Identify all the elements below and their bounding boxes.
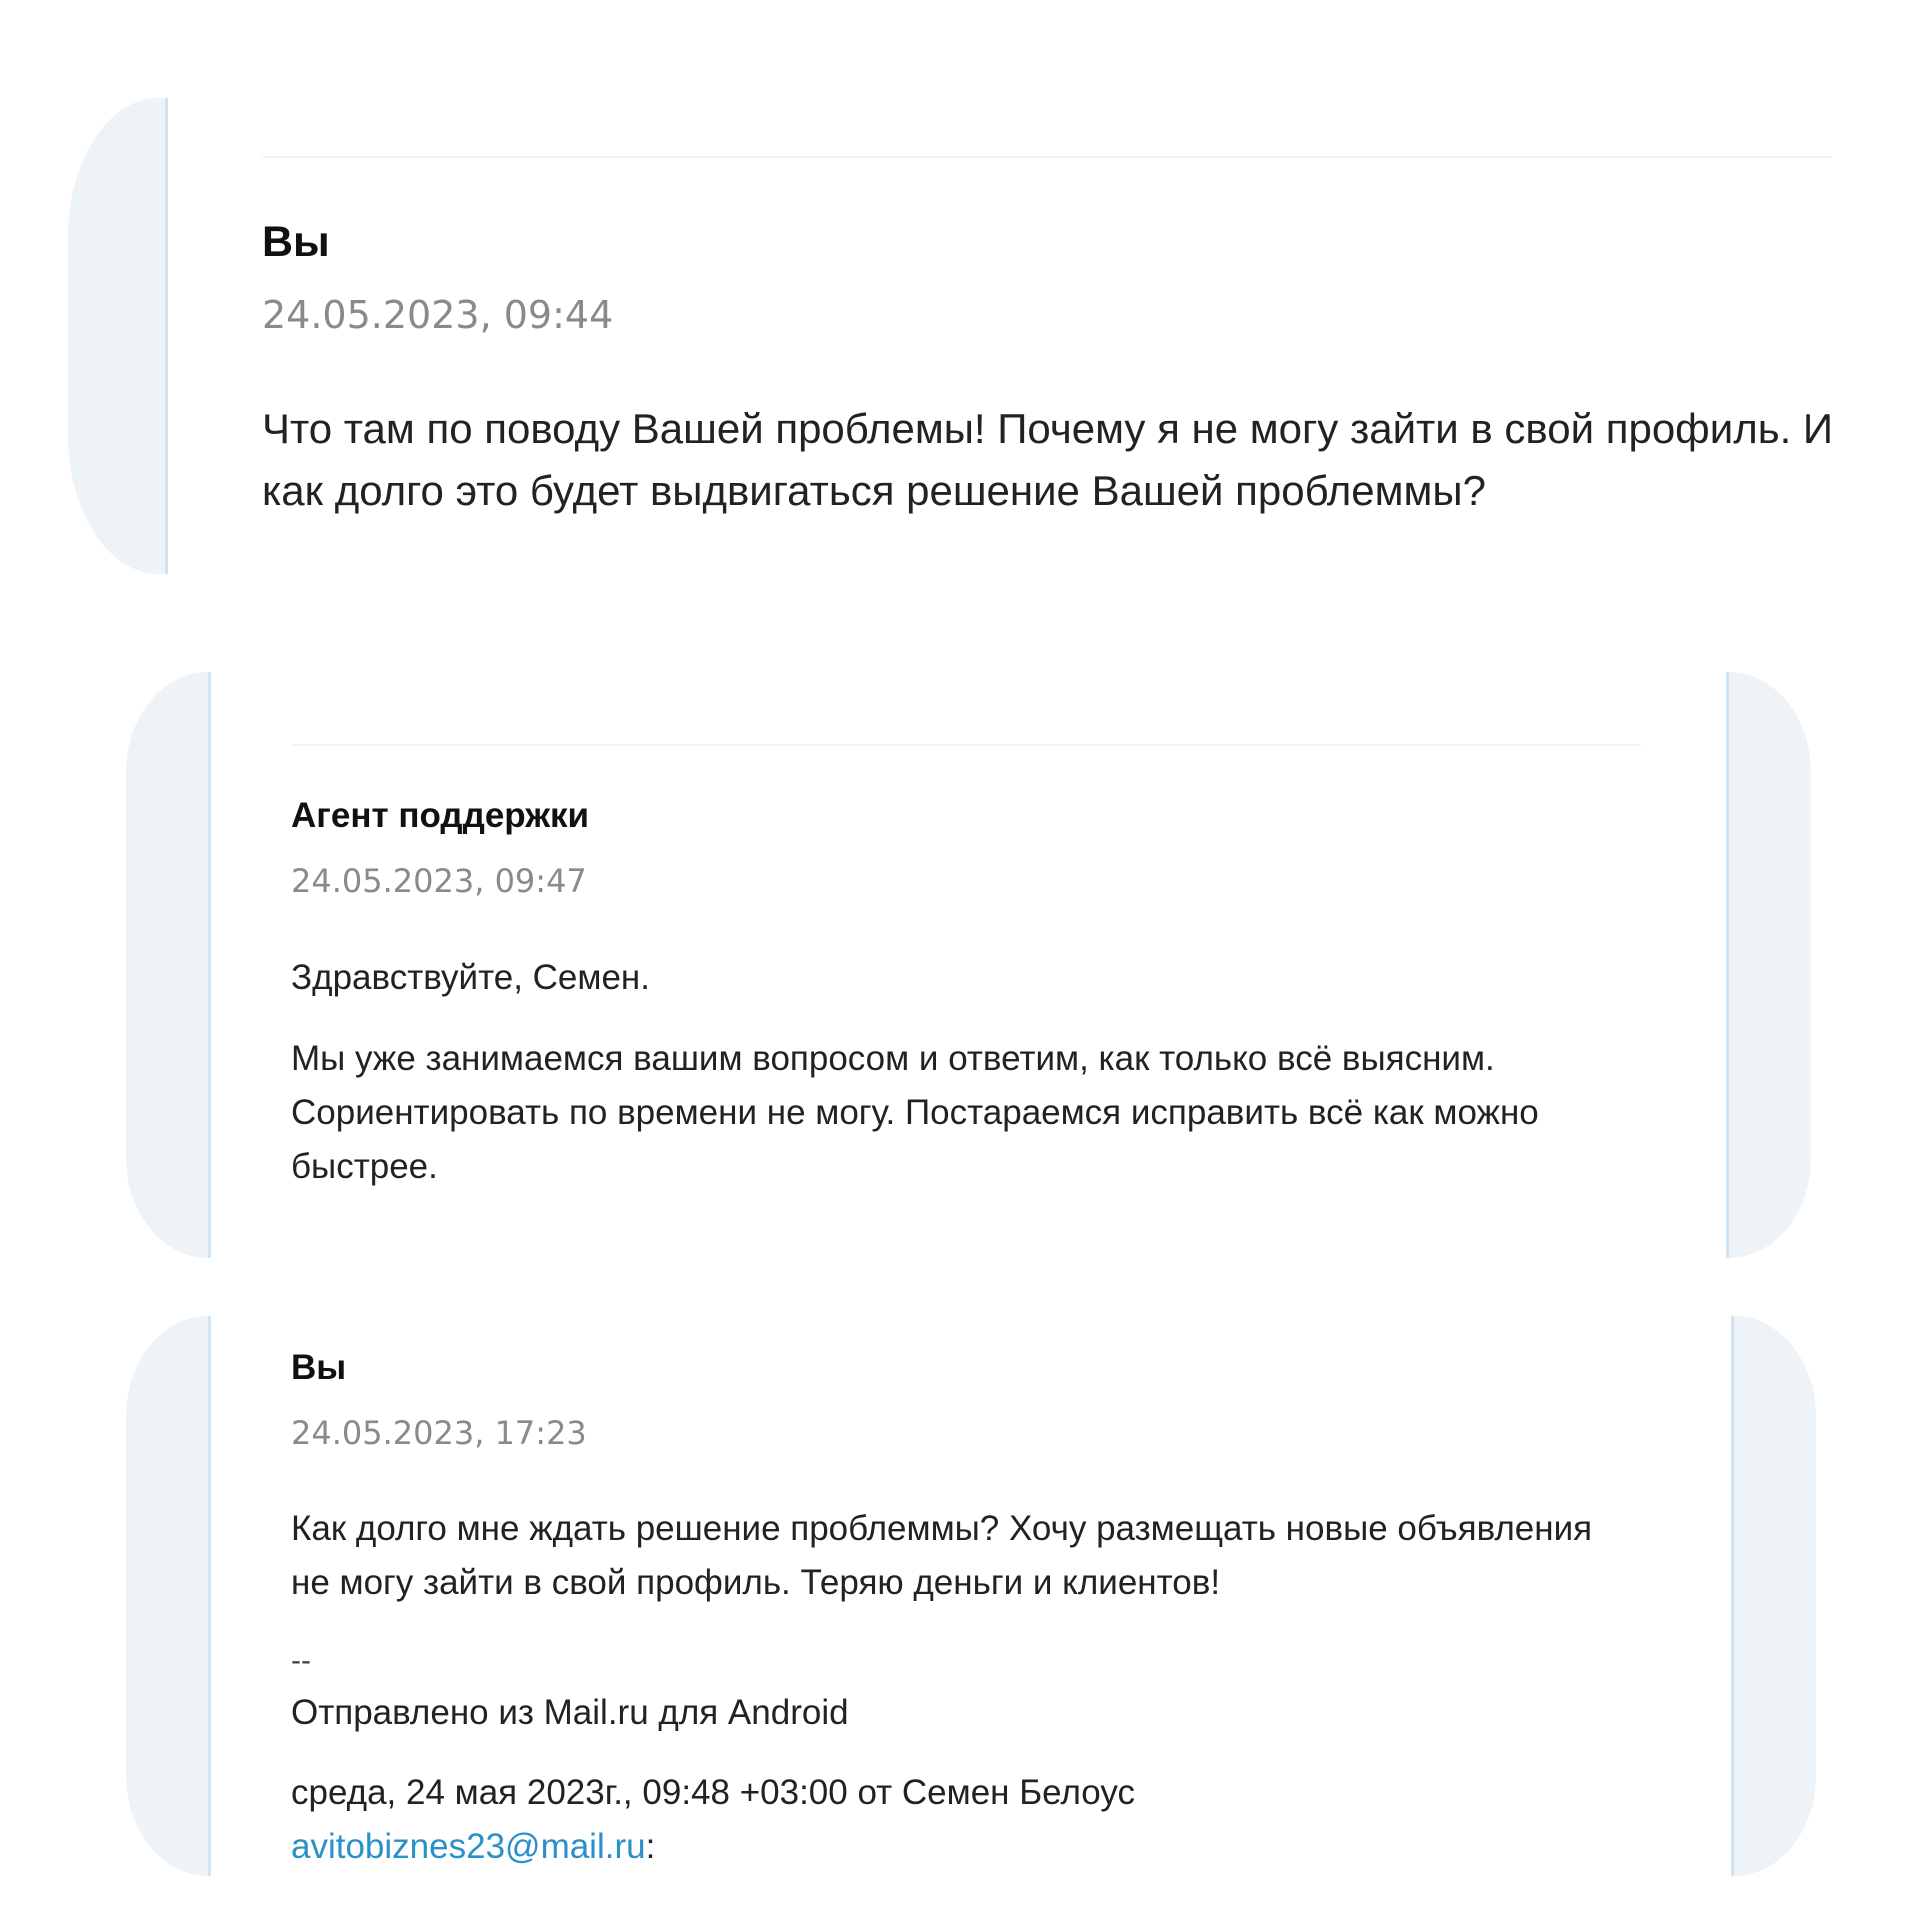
sender-email-link[interactable]: avitobiznes23@mail.ru xyxy=(291,1827,646,1866)
message-card-1 xyxy=(68,98,1888,574)
card-side-panel-right xyxy=(1731,1316,1816,1876)
message-author: Агент поддержки xyxy=(291,796,590,835)
message-timestamp: 24.05.2023, 17:23 xyxy=(291,1414,587,1452)
quoted-header xyxy=(291,1766,1631,1874)
message-author: Вы xyxy=(262,218,330,266)
message-signature: Отправлено из Mail.ru для Android xyxy=(291,1693,849,1732)
card-side-panel-left xyxy=(126,1316,211,1876)
message-timestamp: 24.05.2023, 09:44 xyxy=(262,293,614,337)
message-text: Мы уже занимаемся вашим вопросом и ответим, как только всё выясним. Сориентировать по времени не могу. Постараемся исправить всё как можно быстрее. xyxy=(291,1039,1539,1186)
quoted-header-colon: : xyxy=(645,1827,656,1866)
message-card-3 xyxy=(126,1316,1816,1876)
card-side-panel-left xyxy=(126,672,211,1258)
message-timestamp: 24.05.2023, 09:47 xyxy=(291,862,587,900)
message-greeting: Здравствуйте, Семен. xyxy=(291,958,650,997)
card-side-panel-left xyxy=(68,98,168,574)
message-text: Что там по поводу Вашей проблемы! Почему я не могу зайти в свой профиль. И как долго это будет выдвигаться решение Вашей проблеммы? xyxy=(262,405,1834,514)
divider xyxy=(262,156,1832,158)
message-text: Как долго мне ждать решение проблеммы? Хочу размещать новые объявления не могу зайти в свой профиль. Теряю деньги и клиентов! xyxy=(291,1509,1593,1602)
message-author: Вы xyxy=(291,1348,347,1387)
quoted-header-text: среда, 24 мая 2023г., 09:48 +03:00 от Семен Белоус xyxy=(291,1773,1135,1812)
signature-separator: -- xyxy=(291,1644,311,1677)
divider xyxy=(291,744,1641,746)
card-side-panel-right xyxy=(1726,672,1811,1258)
message-card-2 xyxy=(126,672,1811,1258)
